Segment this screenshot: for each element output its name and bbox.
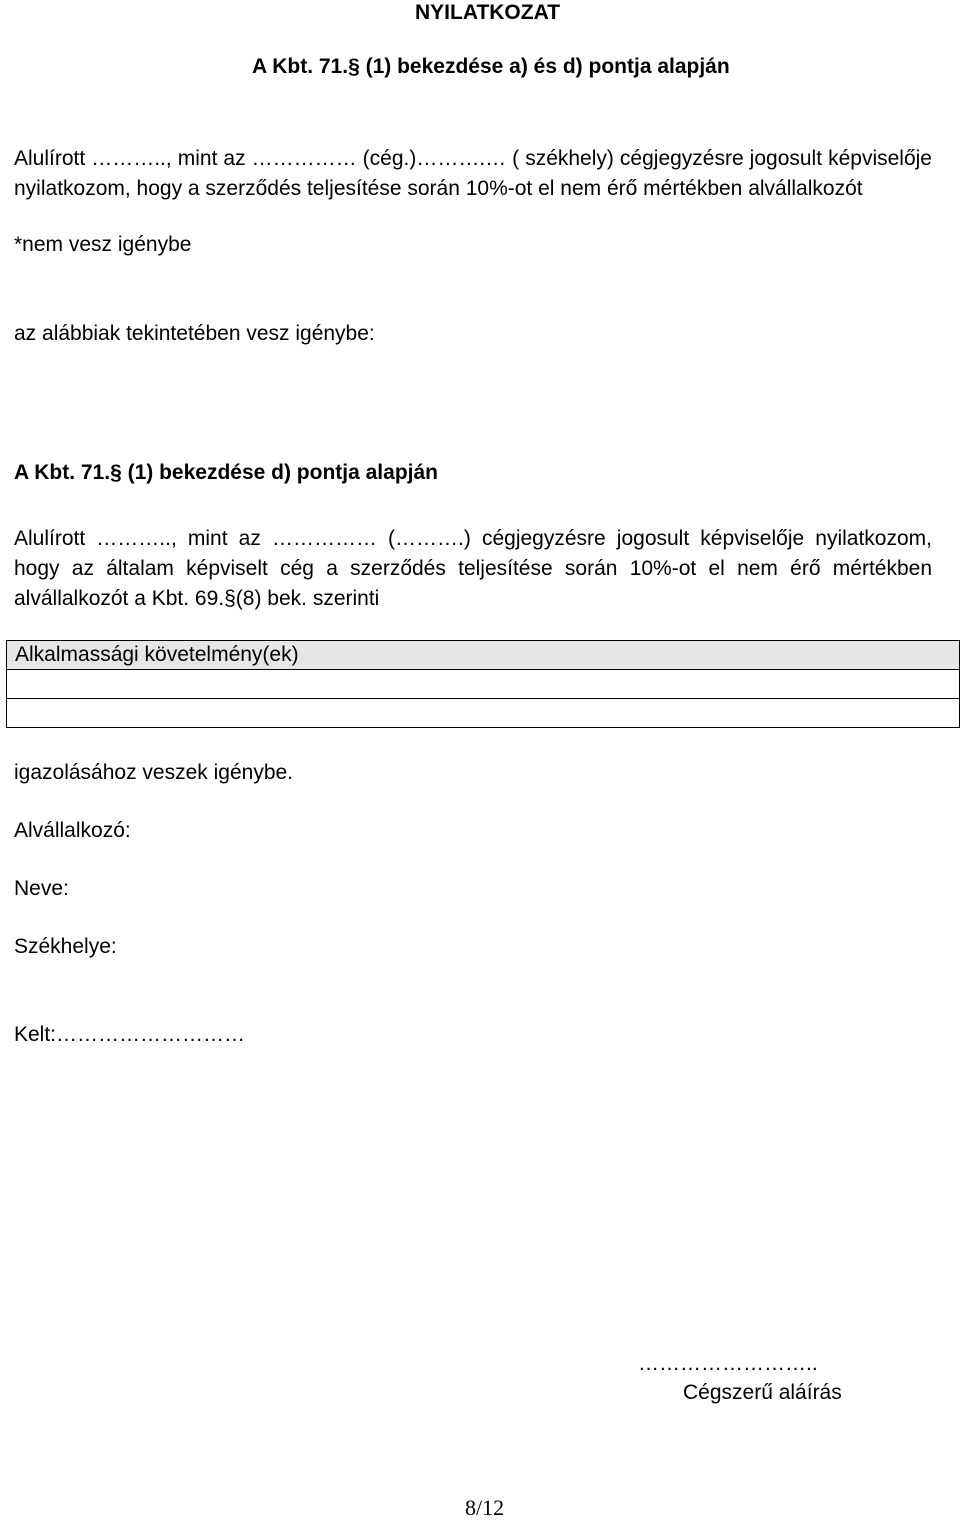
signature-line: …………………….. <box>638 1352 818 1375</box>
declaration-paragraph-2 <box>14 524 932 614</box>
declaration-paragraph-1 <box>14 144 932 204</box>
declaration-2-line-3: mértékben alvállalkozót a Kbt. 69.§(8) bek. szerinti <box>14 557 932 610</box>
document-title: NYILATKOZAT <box>415 1 561 24</box>
table-cell[interactable] <box>7 699 960 728</box>
table-cell[interactable] <box>7 670 960 699</box>
section-2-heading: A Kbt. 71.§ (1) bekezdése d) pontja alapján <box>14 461 438 484</box>
declaration-2-line-2: nyilatkozom, hogy az általam képviselt cég a szerződés teljesítése során 10%-ot el nem érő <box>14 527 932 580</box>
option-used-for: az alábbiak tekintetében vesz igénybe: <box>14 322 375 345</box>
document-subtitle: A Kbt. 71.§ (1) bekezdése a) és d) pontja alapján <box>252 55 730 78</box>
seat-label: Székhelye: <box>14 935 117 958</box>
table-row <box>7 670 960 699</box>
declaration-1-line-2: képviselője nyilatkozom, hogy a szerződés teljesítése során 10%-ot el nem érő mértékben alvállalkozót <box>14 147 932 200</box>
subcontractor-label: Alvállalkozó: <box>14 819 131 842</box>
declaration-2-line-1: Alulírott ……….., mint az …………… (……….) cégjegyzésre jogosult képviselője <box>14 527 805 550</box>
option-not-used: *nem vesz igénybe <box>14 233 192 256</box>
usage-statement: igazolásához veszek igénybe. <box>14 761 294 784</box>
page-number: 8/12 <box>465 1495 505 1520</box>
date-field: Kelt:……………………… <box>14 1023 246 1046</box>
requirements-table <box>6 640 960 728</box>
table-header-cell: Alkalmassági követelmény(ek) <box>7 641 960 670</box>
table-row <box>7 699 960 728</box>
declaration-1-line-1: Alulírott ……….., mint az …………… (cég.)……….… ( székhely) cégjegyzésre jogosult <box>14 147 823 170</box>
table-header-row <box>7 641 960 670</box>
signature-label: Cégszerű aláírás <box>683 1381 842 1404</box>
name-label: Neve: <box>14 877 69 900</box>
